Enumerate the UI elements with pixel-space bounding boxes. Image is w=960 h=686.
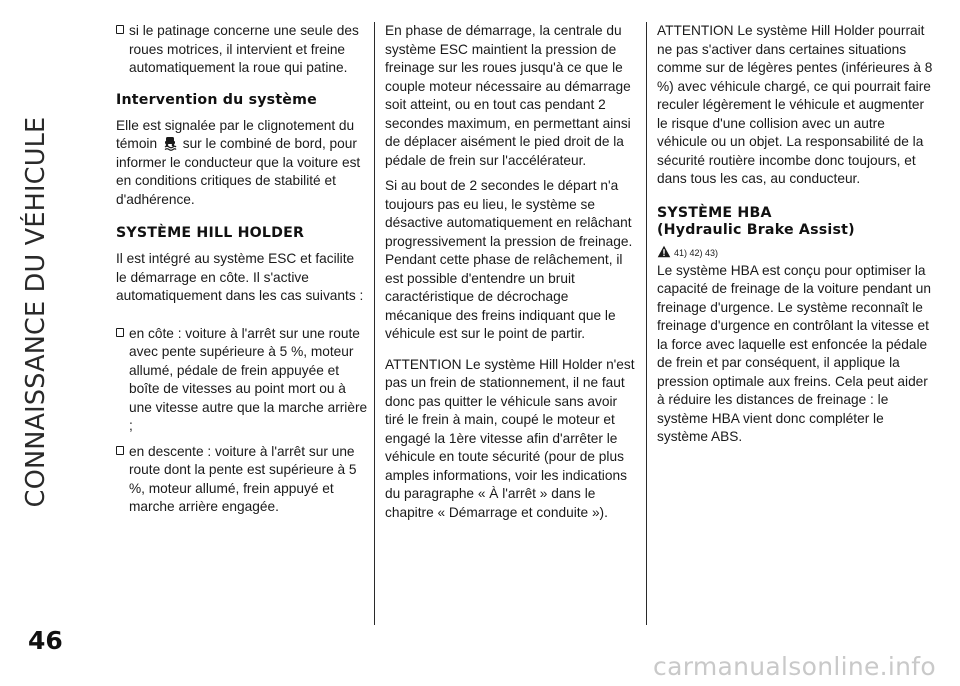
checkbox-bullet-icon (116, 25, 124, 34)
watermark: carmanualsonline.info (653, 652, 936, 681)
column-1 (116, 22, 368, 524)
column-2 (385, 22, 637, 529)
column-3 (657, 22, 937, 454)
section-heading-line: SYSTÈME HBA (657, 204, 772, 221)
column-divider (646, 22, 647, 625)
bullet-item (116, 443, 368, 517)
column-divider (374, 22, 375, 625)
warning-refs-text: 41) 42) 43) (674, 247, 719, 258)
paragraph: Si au bout de 2 secondes le départ n'a toujours pas eu lieu, le système se désactive automatiquement en relâchant progressivement la pression de freinage. Pendant cette phase de relâchement, il est possible d'entendre un bruit caractéristique de décrochage mécanique des freins indiquant que le véhicule est sur le point de partir. (385, 178, 633, 341)
bullet-item (116, 325, 368, 436)
paragraph-text: Elle est signalée par le clignotement du témoin (116, 117, 355, 151)
bullet-text: en côte : voiture à l'arrêt sur une route avec pente supérieure à 5 %, moteur allumé, pédale de frein appuyée et boîte de vitesses au point mort ou à une vitesse autre que la marche arrière ; (129, 325, 368, 433)
paragraph: ATTENTION Le système Hill Holder pourrait ne pas s'activer dans certaines situations comme sur de légères pentes (inférieures à 8 %) avec véhicule chargé, ce qui pourrait faire reculer légèrement le véhicule et augmenter le risque d'une collision avec un autre véhicule ou un objet. La responsabilité de la sécurité routière incombe donc toujours, et dans tous les cas, au conducteur. (657, 23, 933, 186)
warning-triangle-icon (657, 245, 671, 258)
bullet-text: si le patinage concerne une seule des roues motrices, il intervient et freine automatiquement la roue qui patine. (129, 23, 359, 75)
paragraph (116, 117, 368, 210)
paragraph: Le système HBA est conçu pour optimiser la capacité de freinage de la voiture pendant un freinage d'urgence. Le système reconnaît le freinage d'urgence en contrôlant la vitesse et la force avec laquelle est enfoncée la pédale de frein et par conséquent, il applique la pression optimale aux freins. Cela peut aider à réduire les distances de freinage : le système HBA vient donc compléter le système ABS. (657, 262, 931, 444)
paragraph-text: sur le combiné de bord, pour informer le conducteur que la voiture est en conditions critiques de stabilité et d'adhérence. (116, 136, 361, 207)
bullet-item (116, 22, 368, 78)
section-heading (657, 205, 937, 239)
esc-warning-light-icon (162, 136, 178, 151)
bullet-text: en descente : voiture à l'arrêt sur une route dont la pente est supérieure à 5 %, moteur allumé, frein appuyé et marche arrière engagée. (129, 443, 357, 514)
paragraph: En phase de démarrage, la centrale du système ESC maintient la pression de freinage sur les roues jusqu'à ce que le couple moteur nécessaire au démarrage soit atteint, ou en tout cas pendant 2 secondes maximum, en permettant ainsi de déplacer aisément le pied droit de la pédale de frein sur l'accélérateur. (385, 23, 631, 168)
checkbox-bullet-icon (116, 328, 124, 337)
paragraph: ATTENTION Le système Hill Holder n'est pas un frein de stationnement, il ne faut donc pas quitter le véhicule sans avoir tiré le frein à main, coupé le moteur et engagé la 1ère vitesse afin d'arrêter le véhicule en toute sécurité (pour de plus amples informations, voir les indications du paragraphe « À l'arrêt » dans le chapitre « Démarrage et conduite »). (385, 356, 635, 520)
page-number: 46 (28, 626, 63, 655)
warning-references (657, 245, 937, 258)
section-heading-line: (Hydraulic Brake Assist) (657, 221, 855, 238)
paragraph: Il est intégré au système ESC et facilite le démarrage en côte. Il s'active automatiquement dans les cas suivants : (116, 251, 364, 303)
section-heading: Intervention du système (116, 91, 317, 108)
checkbox-bullet-icon (116, 446, 124, 455)
chapter-title: CONNAISSANCE DU VÉHICULE (21, 116, 51, 508)
section-heading: SYSTÈME HILL HOLDER (116, 225, 305, 241)
